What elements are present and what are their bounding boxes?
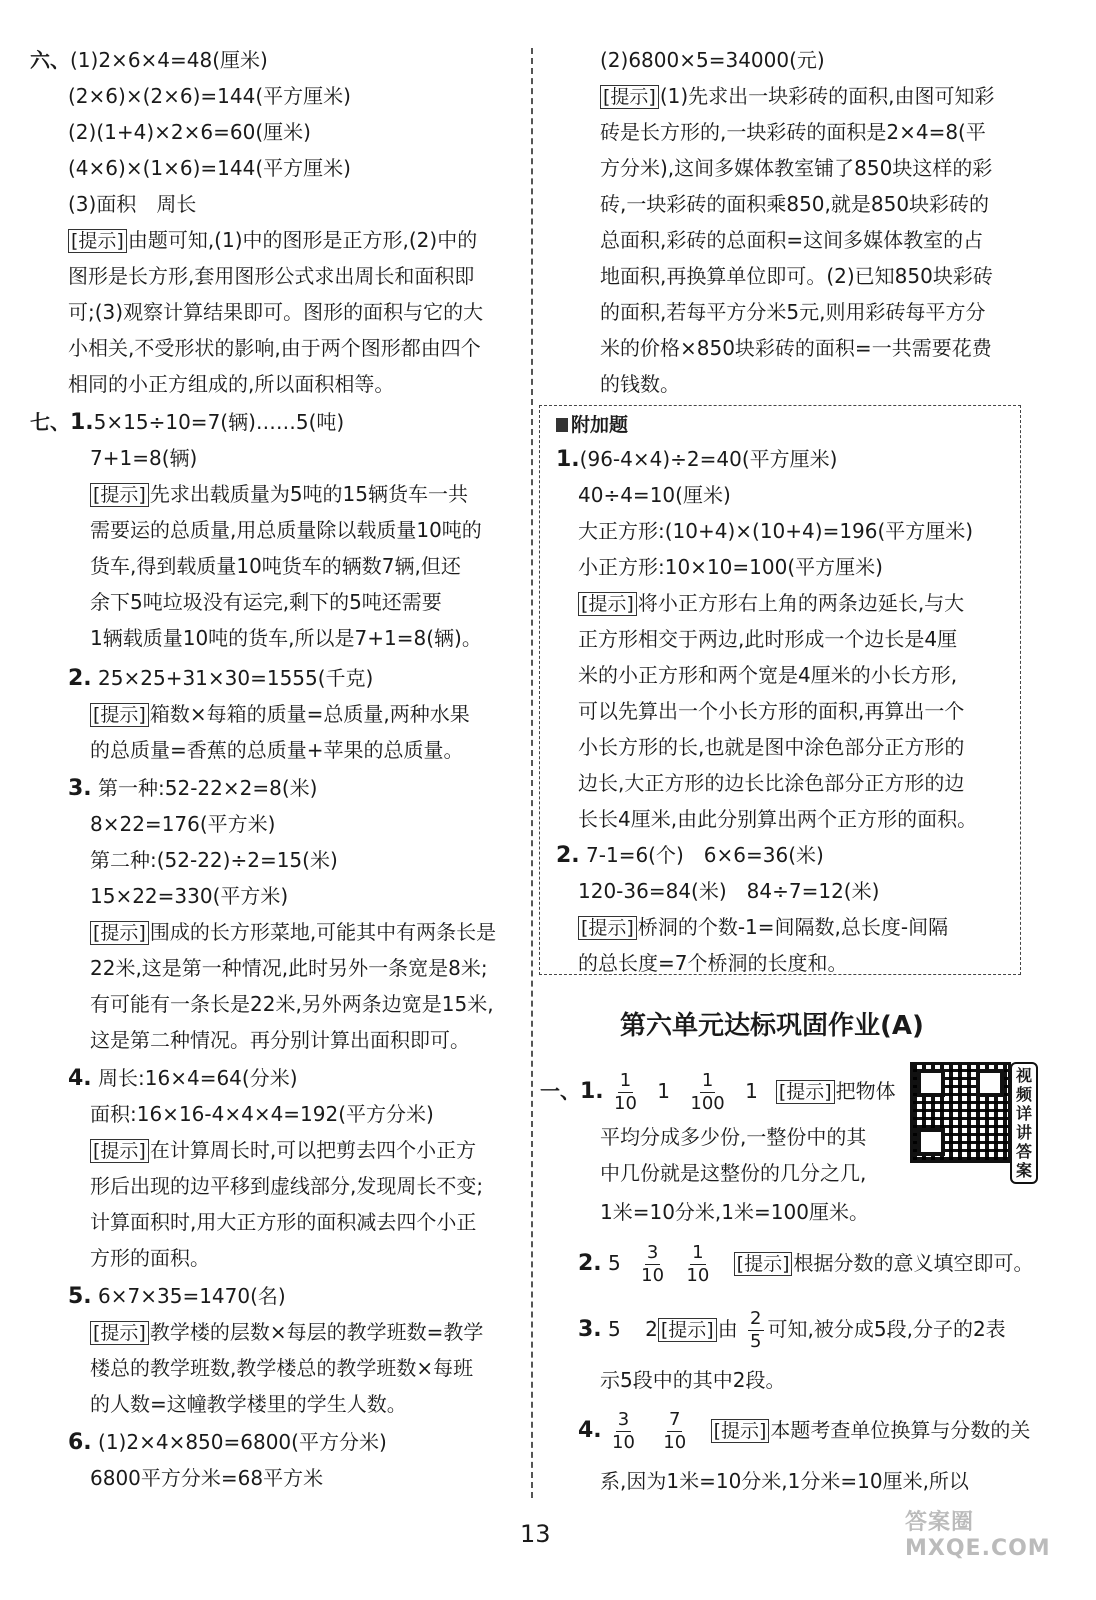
q7-1-hint-2: 需要运的总质量,用总质量除以载质量10吨的 [90,518,482,542]
r-top-hint-8: 米的价格×850块彩砖的面积=一共需要花费 [600,336,992,360]
q7-2-line-1: 2. 25×25+31×30=1555(千克) [68,666,374,691]
q7-3-line-1: 3. 第一种:52-22×2=8(米) [68,776,318,801]
bonus-title: 附加题 [556,410,628,437]
q7-4-hint-2: 形后出现的边平移到虚线部分,发现周长不变; [90,1174,484,1198]
bonus-q1-line-3: 大正方形:(10+4)×(10+4)=196(平方厘米) [578,519,974,543]
bonus-q2-line-2: 120-36=84(米) 84÷7=12(米) [578,879,880,903]
q7-1-hint-5: 1辆载质量10吨的货车,所以是7+1=8(辆)。 [90,626,482,650]
q6-line-1: 六、(1)2×6×4=48(厘米) [30,48,268,72]
q7-3-line-3: 第二种:(52-22)÷2=15(米) [90,848,338,872]
q7-1-hint-3: 货车,得到载质量10吨货车的辆数7辆,但还 [90,554,461,578]
unit-q3-line-2: 示5段中的其中2段。 [600,1368,786,1392]
unit-q3-line-1: 3. 5 2 [提示] 由 $\frac{2}{5}$ 可知,被分成5段,分子的2表 [578,1308,1006,1352]
r-top-hint-9: 的钱数。 [600,372,680,396]
r-top-hint-6: 地面积,再换算单位即可。(2)已知850块彩砖 [600,264,993,288]
qr-finder-icon [917,1128,945,1156]
q7-3-hint-4: 这是第二种情况。再分别计算出面积即可。 [90,1028,470,1052]
q6-hint-5: 相同的小正方组成的,所以面积相等。 [68,372,395,396]
unit-q1-hint-1: 平均分成多少份,一整份中的其 [600,1125,867,1149]
fraction: $\frac{7}{10}$ [663,1409,687,1453]
q7-5-line-1: 5. 6×7×35=1470(名) [68,1284,286,1309]
unit-q1-line-1: 一、1. $\frac{1}{10}$ 1 $\frac{1}{100}$ 1 [提示] 把物体 [540,1070,896,1114]
q7-4-line-2: 面积:16×16-4×4×4=192(平方分米) [90,1102,434,1126]
q6-line-2: (2×6)×(2×6)=144(平方厘米) [68,84,351,108]
fraction: $\frac{1}{100}$ [690,1070,725,1114]
r-top-hint-4: 砖,一块彩砖的面积乘850,就是850块彩砖的 [600,192,990,216]
q6-hint-1: [提示] 由题可知,(1)中的图形是正方形,(2)中的 [68,225,477,255]
bonus-q1-hint-1: [提示] 将小正方形右上角的两条边延长,与大 [578,588,964,618]
bonus-q1-hint-5: 小长方形的长,也就是图中涂色部分正方形的 [578,735,965,759]
bonus-q1-hint-7: 长长4厘米,由此分别算出两个正方形的面积。 [578,807,978,831]
page-number: 13 [520,1520,551,1548]
q6-line-4: (4×6)×(1×6)=144(平方厘米) [68,156,351,180]
qr-code[interactable] [910,1062,1011,1163]
hint-tag: [提示] [658,1318,717,1342]
q7-4-hint-3: 计算面积时,用大正方形的面积减去四个小正 [90,1210,477,1234]
r-top-line-1: (2)6800×5=34000(元) [600,48,825,72]
bonus-q1-line-2: 40÷4=10(厘米) [578,483,731,507]
r-top-hint-5: 总面积,彩砖的总面积=这间多媒体教室的占 [600,228,984,252]
hint-tag: [提示] [600,85,659,109]
fraction: $\frac{1}{10}$ [614,1070,637,1114]
q7-2-hint-1: [提示] 箱数×每箱的质量=总质量,两种水果 [90,699,470,729]
q7-4-hint-4: 方形的面积。 [90,1246,210,1270]
unit-q2-line: 2. 5 $\frac{3}{10}$ $\frac{1}{10}$ [提示] 根据分数的意义填空即可。 [578,1242,1034,1286]
q7-1-line-2: 7+1=8(辆) [90,446,198,470]
q7-1-hint-4: 余下5吨垃圾没有运完,剩下的5吨还需要 [90,590,442,614]
hint-tag: [提示] [90,1139,149,1163]
bonus-q2-hint-2: 的总长度=7个桥洞的长度和。 [578,951,848,975]
q6-hint-2: 图形是长方形,套用图形公式求出周长和面积即 [68,264,475,288]
q7-5-hint-1: [提示] 教学楼的层数×每层的教学班数=教学 [90,1317,483,1347]
q7-3-hint-3: 有可能有一条长是22米,另外两条边宽是15米, [90,992,494,1016]
bonus-q2-line-1: 2. 7-1=6(个) 6×6=36(米) [556,843,824,868]
unit-q1-hint-3: 1米=10分米,1米=100厘米。 [600,1200,869,1224]
qr-finder-icon [917,1069,945,1097]
r-top-hint-3: 方分米),这间多媒体教室铺了850块这样的彩 [600,156,993,180]
fraction: $\frac{3}{10}$ [612,1409,635,1453]
q7-5-hint-2: 楼总的教学班数,教学楼总的教学班数×每班 [90,1356,474,1380]
q7-1-hint-1: [提示] 先求出载质量为5吨的15辆货车一共 [90,479,468,509]
unit-q4-line-1: 4. $\frac{3}{10}$ $\frac{7}{10}$ [提示] 本题考查单位换算与分数的关 [578,1409,1031,1453]
bonus-icon [556,418,568,432]
qr-caption: 视频详讲答案 [1010,1062,1038,1184]
bonus-q1-hint-4: 可以先算出一个小长方形的面积,再算出一个 [578,699,965,723]
q7-2-hint-2: 的总质量=香蕉的总质量+苹果的总质量。 [90,738,464,762]
bonus-q1-hint-2: 正方形相交于两边,此时形成一个边长是4厘 [578,627,958,651]
column-divider [531,48,533,1498]
q6-line-3: (2)(1+4)×2×6=60(厘米) [68,120,311,144]
q7-4-hint-1: [提示] 在计算周长时,可以把剪去四个小正方 [90,1135,476,1165]
q7-3-line-2: 8×22=176(平方米) [90,812,276,836]
hint-tag: [提示] [68,229,127,253]
bonus-q1-line-1: 1.(96-4×4)÷2=40(平方厘米) [556,447,838,472]
hint-tag: [提示] [776,1080,835,1104]
bonus-q1-hint-3: 米的小正方形和两个宽是4厘米的小长方形, [578,663,958,687]
watermark: 答案圈 MXQE.COM [905,1510,1051,1561]
r-top-hint-7: 的面积,若每平方分米5元,则用彩砖每平方分 [600,300,986,324]
qr-finder-icon [976,1069,1004,1097]
hint-tag: [提示] [90,703,149,727]
q7-4-line-1: 4. 周长:16×4=64(分米) [68,1066,298,1091]
bonus-q1-line-4: 小正方形:10×10=100(平方厘米) [578,555,883,579]
q7-3-line-4: 15×22=330(平方米) [90,884,289,908]
unit-q4-line-2: 系,因为1米=10分米,1分米=10厘米,所以 [600,1469,969,1493]
q7-1-line-1: 七、1.5×15÷10=7(辆)……5(吨) [30,410,345,435]
hint-tag: [提示] [90,483,149,507]
unit-q1-hint-2: 中几份就是这整份的几分之几, [600,1161,867,1185]
q7-6-line-2: 6800平方分米=68平方米 [90,1466,324,1490]
q7-6-line-1: 6. (1)2×4×850=6800(平方分米) [68,1430,387,1455]
q7-3-hint-2: 22米,这是第一种情况,此时另外一条宽是8米; [90,956,488,980]
q6-hint-4: 小相关,不受形状的影响,由于两个图形都由四个 [68,336,481,360]
q6-hint-3: 可;(3)观察计算结果即可。图形的面积与它的大 [68,300,484,324]
hint-tag: [提示] [711,1419,770,1443]
fraction: $\frac{1}{10}$ [686,1242,710,1286]
q6-line-5: (3)面积 周长 [68,192,197,216]
fraction: $\frac{2}{5}$ [750,1308,762,1352]
bonus-q2-hint-1: [提示] 桥洞的个数-1=间隔数,总长度-间隔 [578,912,948,942]
hint-tag: [提示] [578,916,637,940]
q7-3-hint-1: [提示] 围成的长方形菜地,可能其中有两条长是 [90,917,496,947]
r-top-hint-2: 砖是长方形的,一块彩砖的面积是2×4=8(平 [600,120,986,144]
hint-tag: [提示] [90,921,149,945]
fraction: $\frac{3}{10}$ [641,1242,665,1286]
bonus-q1-hint-6: 边长,大正方形的边长比涂色部分正方形的边 [578,771,965,795]
r-top-hint-1: [提示] (1)先求出一块彩砖的面积,由图可知彩 [600,81,995,111]
unit-title: 第六单元达标巩固作业(A) [620,1011,924,1041]
hint-tag: [提示] [734,1252,793,1276]
hint-tag: [提示] [90,1321,149,1345]
q7-5-hint-3: 的人数=这幢教学楼里的学生人数。 [90,1392,407,1416]
hint-tag: [提示] [578,592,637,616]
